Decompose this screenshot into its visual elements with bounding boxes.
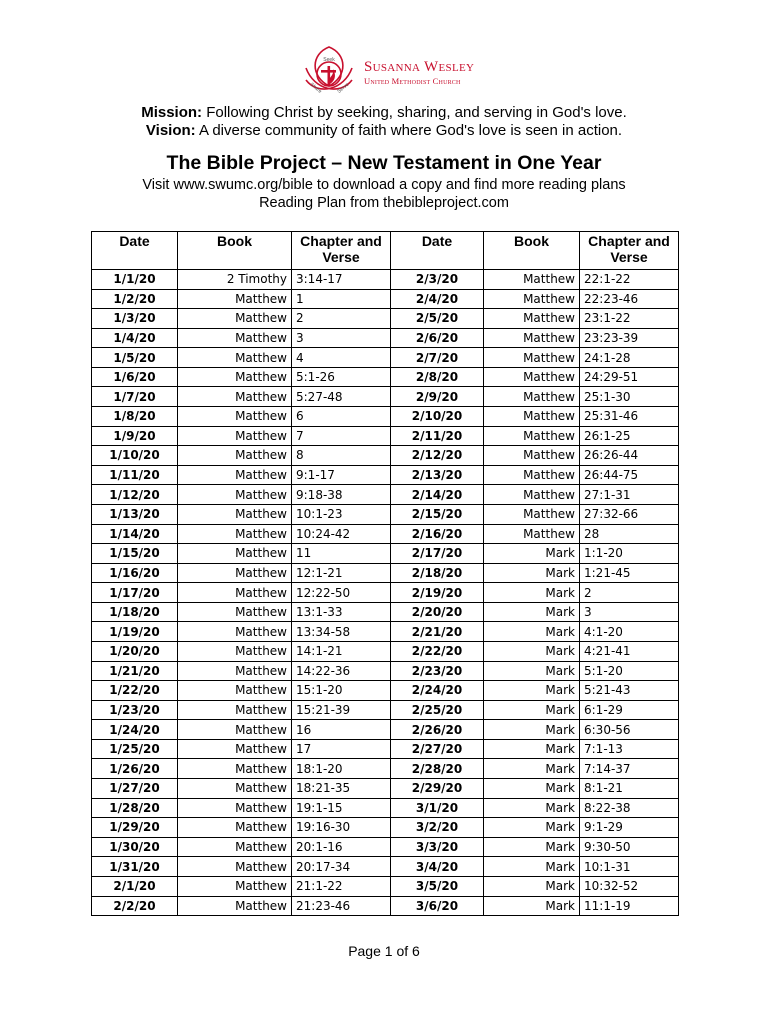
book-cell: Matthew (484, 446, 580, 466)
book-cell: Matthew (484, 309, 580, 329)
chapter-cell: 4:21-41 (580, 641, 679, 661)
book-cell: Matthew (178, 504, 292, 524)
book-cell: Matthew (484, 328, 580, 348)
logo-church-subtitle: United Methodist Church (364, 76, 461, 87)
chapter-cell: 9:1-17 (292, 465, 391, 485)
chapter-cell: 14:1-21 (292, 641, 391, 661)
chapter-cell: 5:1-20 (580, 661, 679, 681)
date-cell: 1/18/20 (92, 602, 178, 622)
date-cell: 2/3/20 (391, 270, 484, 290)
table-row (92, 818, 679, 838)
chapter-cell: 2 (580, 583, 679, 603)
header-book-2: Book (484, 232, 580, 270)
table-row (92, 485, 679, 505)
table-row (92, 524, 679, 544)
book-cell: Mark (484, 544, 580, 564)
date-cell: 1/8/20 (92, 407, 178, 427)
table-row (92, 465, 679, 485)
church-logo (300, 42, 475, 104)
book-cell: Matthew (178, 681, 292, 701)
chapter-cell: 4 (292, 348, 391, 368)
chapter-cell: 10:24-42 (292, 524, 391, 544)
book-cell: Matthew (484, 407, 580, 427)
book-cell: Matthew (178, 387, 292, 407)
date-cell: 1/19/20 (92, 622, 178, 642)
chapter-cell: 28 (580, 524, 679, 544)
book-cell: Mark (484, 661, 580, 681)
table-row (92, 876, 679, 896)
book-cell: Matthew (484, 426, 580, 446)
table-row (92, 270, 679, 290)
date-cell: 2/15/20 (391, 504, 484, 524)
date-cell: 2/2/20 (92, 896, 178, 916)
table-row (92, 504, 679, 524)
date-cell: 1/11/20 (92, 465, 178, 485)
chapter-cell: 15:21-39 (292, 700, 391, 720)
mission-statement (0, 104, 768, 121)
chapter-cell: 24:29-51 (580, 367, 679, 387)
chapter-cell: 3 (292, 328, 391, 348)
book-cell: Matthew (178, 700, 292, 720)
chapter-cell: 9:18-38 (292, 485, 391, 505)
book-cell: Mark (484, 876, 580, 896)
plan-source: Reading Plan from thebibleproject.com (259, 195, 509, 211)
book-cell: Matthew (178, 818, 292, 838)
book-cell: Mark (484, 837, 580, 857)
logo-word-share: Share (308, 81, 323, 95)
book-cell: Matthew (178, 602, 292, 622)
date-cell: 2/21/20 (391, 622, 484, 642)
chapter-cell: 26:44-75 (580, 465, 679, 485)
chapter-cell: 23:1-22 (580, 309, 679, 329)
date-cell: 2/22/20 (391, 641, 484, 661)
date-cell: 3/1/20 (391, 798, 484, 818)
table-row (92, 563, 679, 583)
book-cell: Matthew (178, 896, 292, 916)
date-cell: 2/29/20 (391, 779, 484, 799)
chapter-cell: 22:1-22 (580, 270, 679, 290)
book-cell: Matthew (178, 289, 292, 309)
table-row (92, 759, 679, 779)
chapter-cell: 14:22-36 (292, 661, 391, 681)
table-row (92, 681, 679, 701)
table-row (92, 798, 679, 818)
book-cell: Mark (484, 739, 580, 759)
date-cell: 2/9/20 (391, 387, 484, 407)
table-row (92, 348, 679, 368)
date-cell: 2/5/20 (391, 309, 484, 329)
book-cell: Mark (484, 896, 580, 916)
chapter-cell: 8:22-38 (580, 798, 679, 818)
date-cell: 2/1/20 (92, 876, 178, 896)
date-cell: 1/20/20 (92, 641, 178, 661)
logo-word-serve: Serve (336, 81, 351, 95)
date-cell: 1/3/20 (92, 309, 178, 329)
date-cell: 2/14/20 (391, 485, 484, 505)
date-cell: 1/4/20 (92, 328, 178, 348)
book-cell: Matthew (178, 583, 292, 603)
date-cell: 2/6/20 (391, 328, 484, 348)
date-cell: 1/6/20 (92, 367, 178, 387)
table-row (92, 641, 679, 661)
book-cell: Matthew (178, 798, 292, 818)
chapter-cell: 26:1-25 (580, 426, 679, 446)
date-cell: 1/28/20 (92, 798, 178, 818)
book-cell: Matthew (178, 328, 292, 348)
book-cell: Matthew (484, 485, 580, 505)
date-cell: 1/2/20 (92, 289, 178, 309)
table-row (92, 661, 679, 681)
chapter-cell: 26:26-44 (580, 446, 679, 466)
table-row (92, 700, 679, 720)
reading-plan-table (91, 231, 679, 916)
book-cell: Mark (484, 798, 580, 818)
date-cell: 2/19/20 (391, 583, 484, 603)
book-cell: Matthew (178, 837, 292, 857)
date-cell: 2/13/20 (391, 465, 484, 485)
book-cell: Matthew (178, 446, 292, 466)
chapter-cell: 10:32-52 (580, 876, 679, 896)
chapter-cell: 20:1-16 (292, 837, 391, 857)
chapter-cell: 21:1-22 (292, 876, 391, 896)
chapter-cell: 27:1-31 (580, 485, 679, 505)
date-cell: 1/10/20 (92, 446, 178, 466)
chapter-cell: 5:1-26 (292, 367, 391, 387)
book-cell: Matthew (484, 289, 580, 309)
table-row (92, 896, 679, 916)
book-cell: Matthew (178, 622, 292, 642)
chapter-cell: 3 (580, 602, 679, 622)
book-cell: Matthew (484, 348, 580, 368)
date-cell: 1/15/20 (92, 544, 178, 564)
chapter-cell: 21:23-46 (292, 896, 391, 916)
book-cell: Matthew (178, 524, 292, 544)
table-row (92, 407, 679, 427)
book-cell: Matthew (484, 504, 580, 524)
book-cell: Mark (484, 641, 580, 661)
chapter-cell: 1:21-45 (580, 563, 679, 583)
document-title: The Bible Project – New Testament in One Year (166, 152, 602, 174)
book-cell: Mark (484, 602, 580, 622)
table-row (92, 289, 679, 309)
date-cell: 2/4/20 (391, 289, 484, 309)
chapter-cell: 1:1-20 (580, 544, 679, 564)
table-row (92, 739, 679, 759)
book-cell: Matthew (178, 367, 292, 387)
book-cell: Matthew (178, 485, 292, 505)
date-cell: 2/27/20 (391, 739, 484, 759)
book-cell: Matthew (484, 387, 580, 407)
table-row (92, 446, 679, 466)
mission-text: Following Christ by seeking, sharing, and serving in God's love. (202, 104, 627, 121)
chapter-cell: 24:1-28 (580, 348, 679, 368)
date-cell: 2/28/20 (391, 759, 484, 779)
header-chapter-verse-2: Chapter and Verse (580, 232, 679, 270)
date-cell: 1/26/20 (92, 759, 178, 779)
chapter-cell: 3:14-17 (292, 270, 391, 290)
chapter-cell: 16 (292, 720, 391, 740)
chapter-cell: 15:1-20 (292, 681, 391, 701)
chapter-cell: 12:1-21 (292, 563, 391, 583)
chapter-cell: 11 (292, 544, 391, 564)
date-cell: 1/5/20 (92, 348, 178, 368)
date-cell: 1/13/20 (92, 504, 178, 524)
book-cell: Mark (484, 583, 580, 603)
chapter-cell: 25:1-30 (580, 387, 679, 407)
cross-flame-emblem-icon (300, 44, 358, 102)
book-cell: Mark (484, 563, 580, 583)
book-cell: Mark (484, 681, 580, 701)
chapter-cell: 4:1-20 (580, 622, 679, 642)
date-cell: 2/17/20 (391, 544, 484, 564)
header-date-2: Date (391, 232, 484, 270)
table-row (92, 857, 679, 877)
book-cell: Matthew (178, 876, 292, 896)
date-cell: 2/18/20 (391, 563, 484, 583)
chapter-cell: 6 (292, 407, 391, 427)
chapter-cell: 13:1-33 (292, 602, 391, 622)
date-cell: 2/11/20 (391, 426, 484, 446)
chapter-cell: 7:14-37 (580, 759, 679, 779)
chapter-cell: 9:30-50 (580, 837, 679, 857)
date-cell: 2/16/20 (391, 524, 484, 544)
book-cell: 2 Timothy (178, 270, 292, 290)
chapter-cell: 1 (292, 289, 391, 309)
vision-label: Vision: (145, 122, 196, 139)
vision-statement (0, 122, 768, 139)
chapter-cell: 20:17-34 (292, 857, 391, 877)
date-cell: 2/25/20 (391, 700, 484, 720)
book-cell: Matthew (178, 348, 292, 368)
book-cell: Matthew (178, 779, 292, 799)
chapter-cell: 2 (292, 309, 391, 329)
logo-word-seek: Seek (323, 57, 335, 63)
date-cell: 3/4/20 (391, 857, 484, 877)
book-cell: Matthew (178, 641, 292, 661)
book-cell: Matthew (484, 367, 580, 387)
table-row (92, 387, 679, 407)
table-row (92, 720, 679, 740)
chapter-cell: 9:1-29 (580, 818, 679, 838)
book-cell: Matthew (178, 465, 292, 485)
date-cell: 2/12/20 (391, 446, 484, 466)
chapter-cell: 27:32-66 (580, 504, 679, 524)
book-cell: Matthew (178, 563, 292, 583)
table-row (92, 837, 679, 857)
book-cell: Matthew (178, 544, 292, 564)
date-cell: 3/3/20 (391, 837, 484, 857)
mission-label: Mission: (141, 104, 203, 121)
chapter-cell: 10:1-31 (580, 857, 679, 877)
header-chapter-verse: Chapter and Verse (292, 232, 391, 270)
book-cell: Matthew (178, 309, 292, 329)
book-cell: Mark (484, 857, 580, 877)
book-cell: Mark (484, 622, 580, 642)
date-cell: 2/10/20 (391, 407, 484, 427)
date-cell: 1/7/20 (92, 387, 178, 407)
table-row (92, 367, 679, 387)
book-cell: Mark (484, 779, 580, 799)
chapter-cell: 22:23-46 (580, 289, 679, 309)
book-cell: Matthew (178, 759, 292, 779)
book-cell: Mark (484, 818, 580, 838)
book-cell: Matthew (178, 739, 292, 759)
table-row (92, 583, 679, 603)
chapter-cell: 7:1-13 (580, 739, 679, 759)
date-cell: 2/8/20 (391, 367, 484, 387)
table-row (92, 544, 679, 564)
table-row (92, 622, 679, 642)
date-cell: 1/12/20 (92, 485, 178, 505)
date-cell: 2/20/20 (391, 602, 484, 622)
book-cell: Matthew (484, 524, 580, 544)
date-cell: 1/22/20 (92, 681, 178, 701)
download-note: Visit www.swumc.org/bible to download a copy and find more reading plans (142, 177, 626, 193)
date-cell: 2/7/20 (391, 348, 484, 368)
book-cell: Matthew (178, 661, 292, 681)
date-cell: 1/23/20 (92, 700, 178, 720)
header-date: Date (92, 232, 178, 270)
chapter-cell: 18:21-35 (292, 779, 391, 799)
logo-church-name: Susanna Wesley (364, 59, 475, 76)
header-book: Book (178, 232, 292, 270)
chapter-cell: 8 (292, 446, 391, 466)
book-cell: Matthew (178, 407, 292, 427)
date-cell: 1/16/20 (92, 563, 178, 583)
chapter-cell: 10:1-23 (292, 504, 391, 524)
date-cell: 3/5/20 (391, 876, 484, 896)
date-cell: 1/1/20 (92, 270, 178, 290)
date-cell: 1/14/20 (92, 524, 178, 544)
book-cell: Mark (484, 720, 580, 740)
date-cell: 2/26/20 (391, 720, 484, 740)
chapter-cell: 5:27-48 (292, 387, 391, 407)
date-cell: 1/31/20 (92, 857, 178, 877)
date-cell: 1/27/20 (92, 779, 178, 799)
chapter-cell: 17 (292, 739, 391, 759)
chapter-cell: 19:1-15 (292, 798, 391, 818)
chapter-cell: 11:1-19 (580, 896, 679, 916)
date-cell: 1/17/20 (92, 583, 178, 603)
date-cell: 1/24/20 (92, 720, 178, 740)
book-cell: Mark (484, 759, 580, 779)
book-cell: Matthew (178, 857, 292, 877)
book-cell: Mark (484, 700, 580, 720)
date-cell: 3/6/20 (391, 896, 484, 916)
book-cell: Matthew (178, 426, 292, 446)
table-header-row (92, 232, 679, 270)
page-number: Page 1 of 6 (348, 943, 420, 959)
chapter-cell: 18:1-20 (292, 759, 391, 779)
chapter-cell: 13:34-58 (292, 622, 391, 642)
book-cell: Matthew (178, 720, 292, 740)
chapter-cell: 19:16-30 (292, 818, 391, 838)
date-cell: 2/23/20 (391, 661, 484, 681)
table-row (92, 309, 679, 329)
date-cell: 3/2/20 (391, 818, 484, 838)
chapter-cell: 6:30-56 (580, 720, 679, 740)
chapter-cell: 12:22-50 (292, 583, 391, 603)
date-cell: 1/29/20 (92, 818, 178, 838)
chapter-cell: 5:21-43 (580, 681, 679, 701)
date-cell: 1/9/20 (92, 426, 178, 446)
chapter-cell: 7 (292, 426, 391, 446)
date-cell: 1/30/20 (92, 837, 178, 857)
table-row (92, 328, 679, 348)
date-cell: 1/25/20 (92, 739, 178, 759)
table-row (92, 426, 679, 446)
chapter-cell: 25:31-46 (580, 407, 679, 427)
table-row (92, 779, 679, 799)
chapter-cell: 8:1-21 (580, 779, 679, 799)
book-cell: Matthew (484, 465, 580, 485)
chapter-cell: 6:1-29 (580, 700, 679, 720)
chapter-cell: 23:23-39 (580, 328, 679, 348)
date-cell: 1/21/20 (92, 661, 178, 681)
vision-text: A diverse community of faith where God's love is seen in action. (195, 122, 623, 139)
date-cell: 2/24/20 (391, 681, 484, 701)
table-row (92, 602, 679, 622)
book-cell: Matthew (484, 270, 580, 290)
